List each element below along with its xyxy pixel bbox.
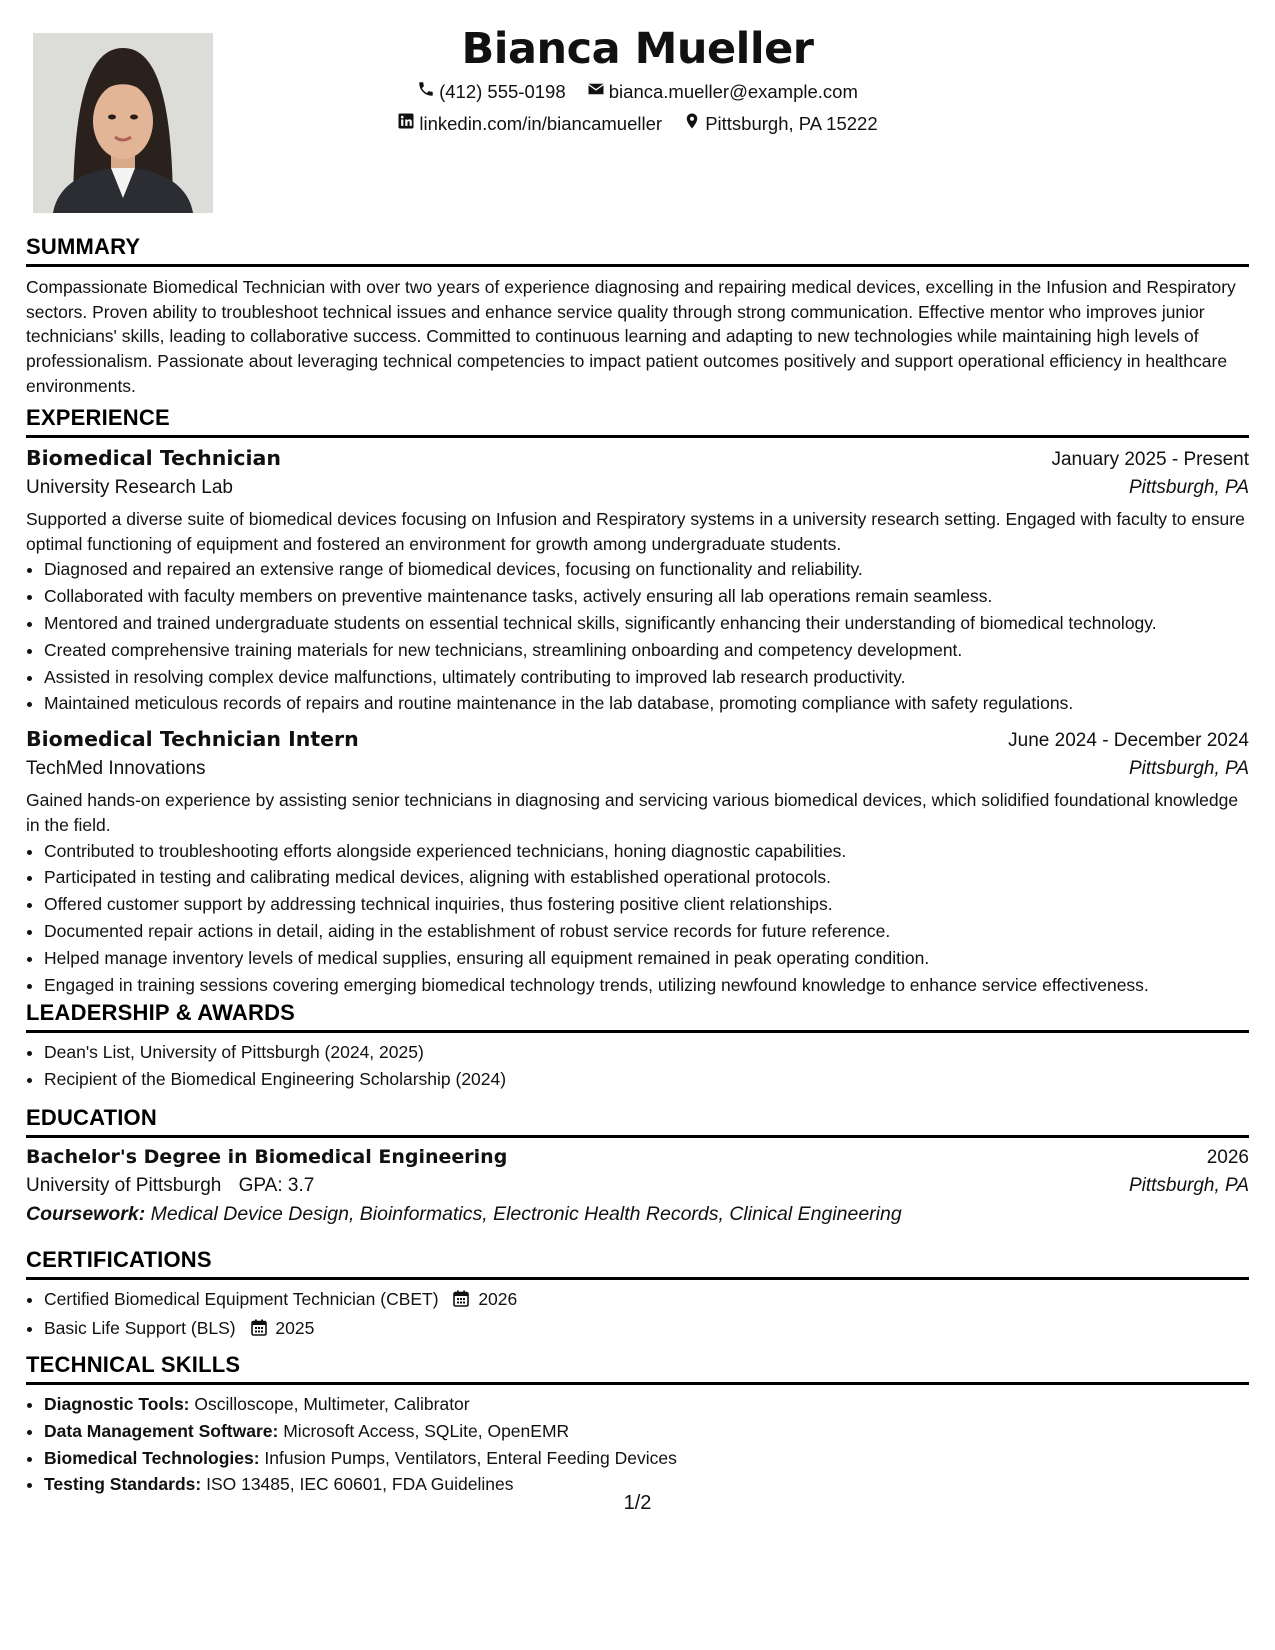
location-contact [683,112,877,135]
contact-row-1 [0,80,1275,103]
section-title: SUMMARY [26,234,1249,267]
location-text: Pittsburgh, PA 15222 [705,112,878,134]
job-title: Biomedical Technician [26,446,281,470]
education-section [26,1105,1249,1226]
job-entry [26,727,1249,998]
linkedin-icon [397,112,419,135]
coursework-label: Coursework: [26,1203,146,1225]
phone-icon [417,80,439,103]
summary-text: Compassionate Biomedical Technician with over two years of experience diagnosing and repairing medical devices, excelling in the Infusion and Respiratory sectors. Proven ability to troubleshoot technical issues and enhance service quality through strong communication. Effective mentor who improves junior technicians' skills, leading to collaborative success. Committed to continuous learning and adapting to new technologies while maintaining high levels of professionalism. Passionate about leveraging technical competencies to impact patient outcomes positively and support operational efficiency in healthcare environments. [26,277,1236,396]
job-date: June 2024 - December 2024 [1008,730,1249,752]
section-title: TECHNICAL SKILLS [26,1352,1249,1385]
page-number: 1/2 [623,1492,652,1514]
coursework [26,1203,1249,1226]
email-contact[interactable] [587,80,858,103]
list-item [44,1315,1249,1344]
list-item: • Helped manage inventory levels of medical supplies, ensuring all equipment remained in peak operating condition. [44,945,1249,972]
skill-category: Data Management Software: [44,1420,279,1441]
phone-contact [417,80,566,103]
envelope-icon [587,80,609,103]
linkedin-link[interactable]: linkedin.com/in/biancamueller [419,112,663,134]
section-title: EXPERIENCE [26,405,1249,438]
list-item: • Offered customer support by addressing technical inquiries, thus fostering positive client relationships. [44,891,1249,918]
job-title: Biomedical Technician Intern [26,727,359,752]
job-location: Pittsburgh, PA [1128,477,1249,498]
certification-name: Certified Biomedical Equipment Technician (CBET) [44,1289,439,1309]
list-item [44,1391,1249,1418]
section-title: EDUCATION [26,1105,1249,1138]
list-item: • Engaged in training sessions covering emerging biomedical technology trends, utilizing newfound knowledge to enhance service effectiveness. [44,972,1249,999]
section-title: CERTIFICATIONS [26,1247,1249,1280]
list-item: • Created comprehensive training materials for new technicians, streamlining onboarding and competency development. [44,637,1249,664]
job-date: January 2025 - Present [1051,449,1249,470]
list-item [44,1418,1249,1445]
school-location: Pittsburgh, PA [1128,1175,1249,1196]
skill-values: ISO 13485, IEC 60601, FDA Guidelines [206,1474,514,1495]
contact-row-2 [0,112,1275,135]
skill-values: Oscilloscope, Multimeter, Calibrator [194,1394,470,1414]
job-bullets [26,838,1249,999]
list-item: • Assisted in resolving complex device malfunctions, ultimately contributing to improved lab research productivity. [44,664,1249,691]
skill-category: Diagnostic Tools: [44,1394,190,1414]
candidate-name: Bianca Mueller [461,24,814,74]
list-item: • Participated in testing and calibrating medical devices, aligning with established operational protocols. [44,864,1249,891]
list-item: • Diagnosed and repaired an extensive range of biomedical devices, focusing on functionality and reliability. [44,556,1249,583]
calendar-icon [453,1288,469,1315]
coursework-list: Medical Device Design, Bioinformatics, Electronic Health Records, Clinical Engineering [150,1203,902,1225]
phone-text: (412) 555-0198 [439,80,566,102]
skill-category: Biomedical Technologies: [44,1447,260,1468]
skill-values: Infusion Pumps, Ventilators, Enteral Feeding Devices [264,1447,677,1468]
degree-title: Bachelor's Degree in Biomedical Engineering [26,1146,508,1168]
job-organization: University Research Lab [26,477,233,498]
experience-section [26,405,1249,998]
email-link[interactable]: bianca.mueller@example.com [608,80,858,102]
list-item: • Recipient of the Biomedical Engineering Scholarship (2024) [44,1066,1249,1093]
list-item: • Maintained meticulous records of repairs and routine maintenance in the lab database, promoting compliance with safety regulations. [44,690,1249,717]
certification-year: 2025 [275,1317,315,1338]
certifications-list [26,1286,1249,1344]
job-organization: TechMed Innovations [26,758,206,780]
certifications-section [26,1247,1249,1344]
list-item [44,1445,1249,1472]
awards-list [26,1039,1249,1093]
linkedin-contact[interactable] [397,112,662,135]
calendar-icon [251,1317,267,1344]
skills-section [26,1352,1249,1498]
certification-name: Basic Life Support (BLS) [44,1317,236,1338]
section-title: LEADERSHIP & AWARDS [26,1000,1249,1033]
map-pin-icon [683,112,705,135]
list-item: • Mentored and trained undergraduate students on essential technical skills, significantly enhancing their understanding of biomedical technology. [44,610,1249,637]
gpa: GPA: 3.7 [238,1175,315,1196]
list-item: • Collaborated with faculty members on preventive maintenance tasks, actively ensuring all lab operations remain seamless. [44,583,1249,610]
skills-list [26,1391,1249,1498]
job-location: Pittsburgh, PA [1128,758,1249,780]
skill-values: Microsoft Access, SQLite, OpenEMR [283,1420,570,1441]
list-item: • Documented repair actions in detail, aiding in the establishment of robust service records for future reference. [44,918,1249,945]
skill-category: Testing Standards: [44,1474,202,1495]
job-description: Gained hands-on experience by assisting senior technicians in diagnosing and servicing various biomedical devices, which solidified foundational knowledge in the field. [26,790,1239,835]
job-bullets [26,556,1249,717]
list-item [44,1286,1249,1315]
certification-year: 2026 [478,1289,518,1309]
job-entry [26,446,1249,717]
list-item: • Dean's List, University of Pittsburgh (2024, 2025) [44,1039,1249,1066]
leadership-section [26,1000,1249,1093]
graduation-year: 2026 [1206,1147,1249,1168]
school-name: University of Pittsburgh [26,1175,222,1196]
summary-section [26,234,1249,399]
job-description: Supported a diverse suite of biomedical devices focusing on Infusion and Respiratory systems in a university research setting. Engaged with faculty to ensure optimal functioning of equipment and fostered an environment for growth among undergraduate students. [26,509,1245,554]
list-item: • Contributed to troubleshooting efforts alongside experienced technicians, honing diagnostic capabilities. [44,838,1249,865]
